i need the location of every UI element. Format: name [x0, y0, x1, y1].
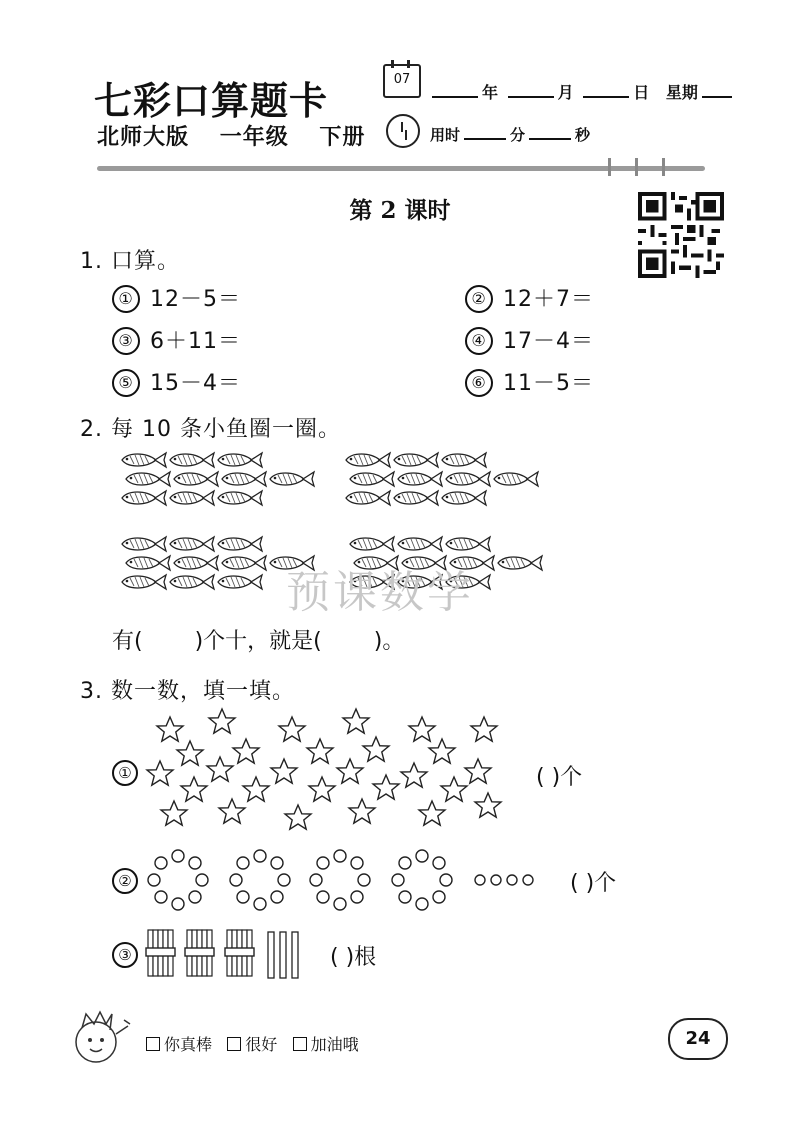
rating-label: 你真棒 — [164, 1035, 213, 1054]
stick-bundles — [146, 930, 298, 978]
star — [279, 717, 305, 741]
stick-bundle — [185, 930, 214, 976]
bead-ring — [310, 850, 370, 910]
second-label: 秒 — [575, 126, 591, 144]
publisher: 北师大版 — [97, 125, 190, 150]
item-number: ① — [112, 285, 140, 313]
star — [233, 739, 259, 763]
month-label: 月 — [557, 83, 574, 102]
sticks-answer[interactable]: ( )根 — [330, 945, 377, 970]
mascot-icon — [70, 1004, 136, 1070]
rating-keep-going[interactable] — [293, 1035, 359, 1054]
stars-answer[interactable]: ( )个 — [536, 765, 583, 790]
star — [147, 761, 173, 785]
expression: 12＋7＝ — [503, 287, 594, 312]
star — [363, 737, 389, 761]
volume: 下册 — [319, 125, 366, 150]
lesson-title: 第 2 课时 — [349, 197, 451, 224]
loose-stick — [280, 932, 286, 978]
star — [307, 739, 333, 763]
star — [373, 775, 399, 799]
item-number: ⑥ — [465, 369, 493, 397]
star — [157, 717, 183, 741]
loose-bead — [507, 875, 517, 885]
expression: 15－4＝ — [150, 371, 241, 396]
stick-bundle — [225, 930, 254, 976]
checkbox[interactable] — [146, 1037, 160, 1051]
star — [337, 759, 363, 783]
day-label: 日 — [633, 83, 650, 102]
stick-bundle — [146, 930, 175, 976]
checkbox[interactable] — [227, 1037, 241, 1051]
star — [401, 763, 427, 787]
star — [181, 777, 207, 801]
item-number: ③ — [112, 327, 140, 355]
answer-text-c: )。 — [373, 629, 405, 654]
loose-bead — [491, 875, 501, 885]
star — [219, 799, 245, 823]
loose-bead — [475, 875, 485, 885]
star — [209, 709, 235, 733]
bead-rings — [148, 850, 533, 910]
stars-group — [147, 709, 501, 829]
star — [271, 759, 297, 783]
bead-ring — [148, 850, 208, 910]
loose-stick — [268, 932, 274, 978]
star — [243, 777, 269, 801]
rating-options — [146, 1032, 359, 1055]
star — [161, 801, 187, 825]
star — [465, 759, 491, 783]
question-1-title: 1. 口算。 — [80, 249, 180, 274]
weekday-label: 星期 — [665, 83, 698, 102]
circled-number: ③ — [112, 942, 138, 968]
grade: 一年级 — [219, 125, 289, 150]
expression: 12－5＝ — [150, 287, 241, 312]
answer-text-a: 有( — [112, 629, 143, 654]
time-label: 用时 — [430, 126, 461, 144]
star — [429, 739, 455, 763]
question-3-title: 3. 数一数，填一填。 — [80, 679, 295, 704]
page-number: 24 — [668, 1018, 728, 1060]
star — [309, 777, 335, 801]
star — [343, 709, 369, 733]
loose-stick — [292, 932, 298, 978]
question-2-title: 2. 每 10 条小鱼圈一圈。 — [80, 417, 341, 442]
star — [349, 799, 375, 823]
watermark: 预课数学 — [286, 567, 474, 618]
loose-bead — [523, 875, 533, 885]
item-number: ⑤ — [112, 369, 140, 397]
answer-text-b: )个十，就是( — [194, 629, 322, 654]
rating-label: 加油哦 — [310, 1035, 359, 1054]
bead-ring — [230, 850, 290, 910]
bead-ring — [392, 850, 452, 910]
brand-title: 七彩口算题卡 — [94, 78, 329, 123]
star — [471, 717, 497, 741]
star — [475, 793, 501, 817]
star — [177, 741, 203, 765]
expression: 11－5＝ — [503, 371, 594, 396]
item-number: ④ — [465, 327, 493, 355]
star — [285, 805, 311, 829]
rating-great[interactable] — [146, 1035, 212, 1054]
circled-number: ② — [112, 868, 138, 894]
item-number: ② — [465, 285, 493, 313]
star — [409, 717, 435, 741]
calendar-day: 07 — [393, 72, 411, 87]
circled-number: ① — [112, 760, 138, 786]
beads-answer[interactable]: ( )个 — [570, 871, 617, 896]
star — [207, 757, 233, 781]
rating-good[interactable] — [227, 1035, 277, 1054]
star — [419, 801, 445, 825]
year-label: 年 — [482, 83, 499, 102]
rating-label: 很好 — [245, 1035, 278, 1054]
expression: 17－4＝ — [503, 329, 594, 354]
expression: 6＋11＝ — [150, 329, 241, 354]
star — [441, 777, 467, 801]
checkbox[interactable] — [293, 1037, 307, 1051]
minute-label: 分 — [510, 126, 526, 144]
